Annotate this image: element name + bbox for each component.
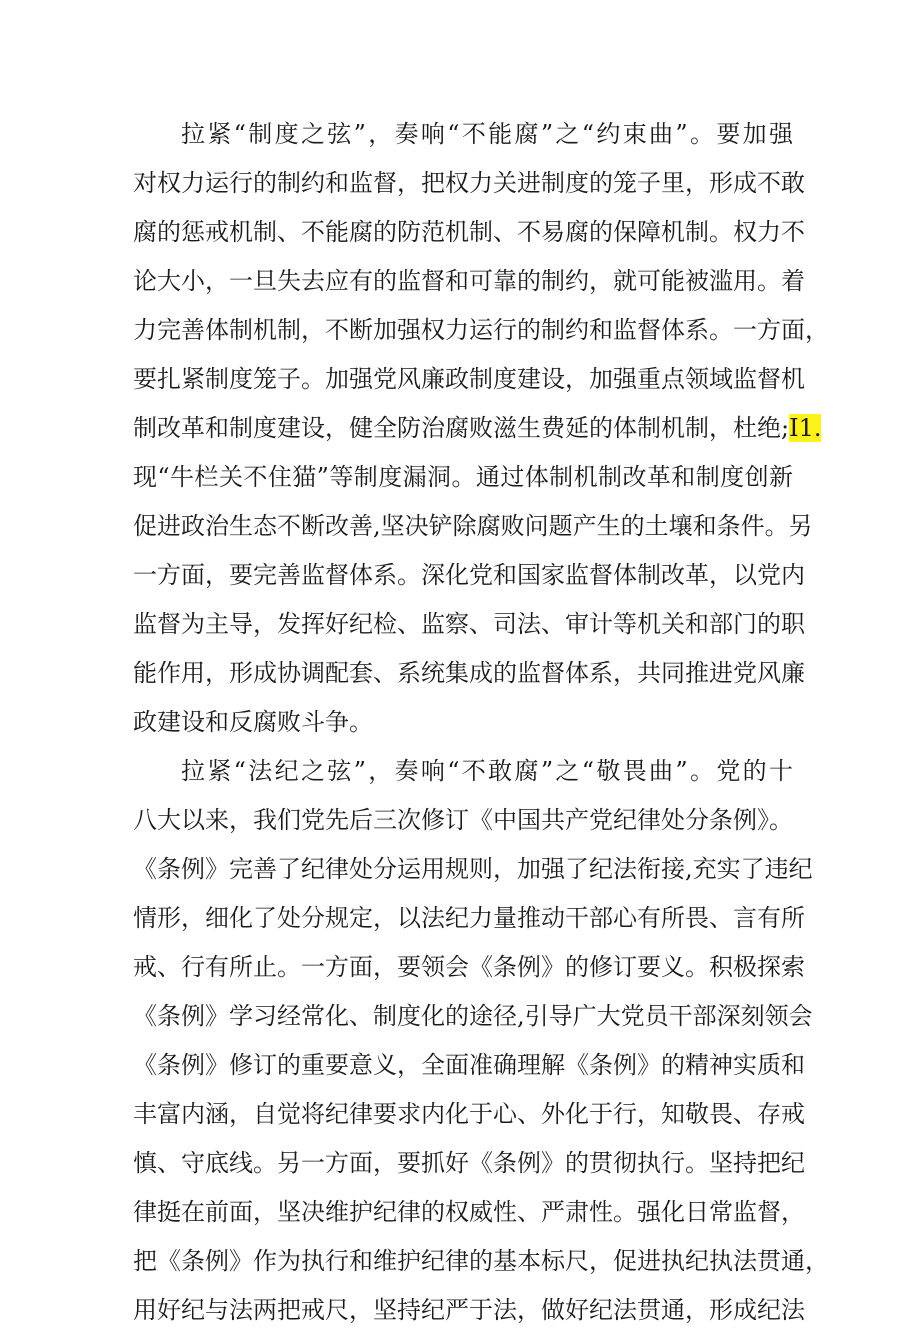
paragraph-2-line-11: 把《条例》作为执行和维护纪律的基本标尺，促进执纪执法贯通， [133, 1247, 829, 1275]
paragraph-1-line-4: 论大小，一旦失去应有的监督和可靠的制约，就可能被滥用。着 [133, 267, 805, 295]
paragraph-1-line-1: 拉紧“制度之弦”，奏响“不能腐”之“约束曲”。要加强 [181, 120, 793, 148]
paragraph-2-line-4: 情形，细化了处分规定，以法纪力量推动干部心有所畏、言有所 [133, 904, 805, 932]
paragraph-2-line-6: 《条例》学习经常化、制度化的途径,引导广大党员干部深刻领会 [133, 1002, 813, 1030]
paragraph-1-line-11: 监督为主导，发挥好纪检、监察、司法、审计等机关和部门的职 [133, 610, 805, 638]
paragraph-2-line-5: 戒、行有所止。一方面，要领会《条例》的修订要义。积极探索 [133, 953, 805, 981]
paragraph-2-line-7: 《条例》修订的重要意义，全面准确理解《条例》的精神实质和 [133, 1051, 805, 1079]
paragraph-1-line-8: 现“牛栏关不住猫”等制度漏洞。通过体制机制改革和制度创新 [133, 463, 793, 491]
paragraph-2-line-1: 拉紧“法纪之弦”，奏响“不敢腐”之“敬畏曲”。党的十 [181, 757, 793, 785]
paragraph-1-line-9: 促进政治生态不断改善,坚决铲除腐败问题产生的土壤和条件。另 [133, 512, 813, 540]
paragraph-1-line-10: 一方面，要完善监督体系。深化党和国家监督体制改革，以党内 [133, 561, 805, 589]
paragraph-1-line-12: 能作用，形成协调配套、系统集成的监督体系，共同推进党风廉 [133, 659, 805, 687]
paragraph-1-line-13: 政建设和反腐败斗争。 [133, 708, 373, 736]
document-body [133, 110, 829, 1335]
paragraph-1-line-7 [133, 404, 822, 453]
paragraph-2-line-3: 《条例》完善了纪律处分运用规则，加强了纪法衔接,充实了违纪 [133, 855, 813, 883]
line-7-text: 制改革和制度建设，健全防治腐败滋生费延的体制机制，杜绝; [133, 414, 790, 442]
paragraph-1-line-3: 腐的惩戒机制、不能腐的防范机制、不易腐的保障机制。权力不 [133, 218, 805, 246]
paragraph-1-line-6: 要扎紧制度笼子。加强党风廉政制度建设，加强重点领域监督机 [133, 365, 805, 393]
paragraph-2-line-2: 八大以来，我们党先后三次修订《中国共产党纪律处分条例》。 [133, 806, 793, 834]
paragraph-2-line-10: 律挺在前面，坚决维护纪律的权威性、严肃性。强化日常监督， [133, 1198, 805, 1226]
paragraph-2-line-12: 用好纪与法两把戒尺，坚持纪严于法，做好纪法贯通，形成纪法 [133, 1296, 805, 1324]
paragraph-2-line-9: 慎、守底线。另一方面，要抓好《条例》的贯彻执行。坚持把纪 [133, 1149, 805, 1177]
paragraph-1-line-5: 力完善体制机制，不断加强权力运行的制约和监督体系。一方面， [133, 316, 829, 344]
highlighted-fragment: I1. [789, 414, 822, 442]
paragraph-1-line-2: 对权力运行的制约和监督，把权力关进制度的笼子里，形成不敢 [133, 169, 805, 197]
paragraph-2-line-8: 丰富内涵，自觉将纪律要求内化于心、外化于行，知敬畏、存戒 [133, 1100, 805, 1128]
